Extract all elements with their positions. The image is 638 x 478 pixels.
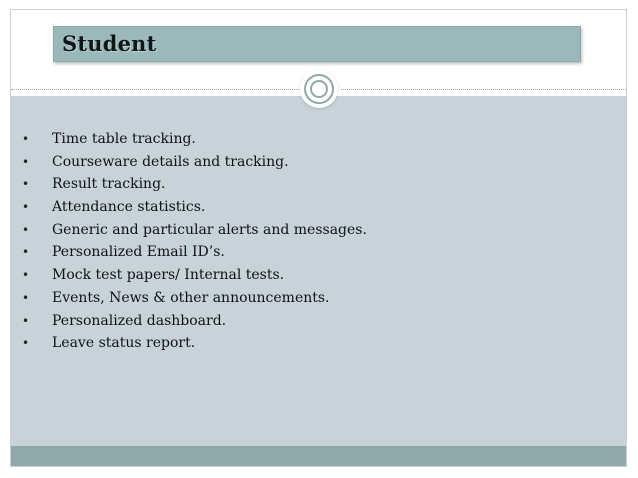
bullet-icon: •: [22, 132, 30, 146]
circle-ornament-inner-ring: [310, 80, 328, 98]
title-bar: [53, 26, 581, 62]
bullet-text: Time table tracking.: [52, 131, 196, 147]
header-divider-right: [341, 89, 627, 90]
bullet-icon: •: [22, 290, 30, 305]
bullet-icon: •: [22, 313, 30, 328]
circle-ornament-outer-ring: [304, 74, 334, 104]
bullet-text: Leave status report.: [52, 335, 196, 352]
bullet-text: Mock test papers/ Internal tests.: [52, 267, 285, 284]
bullet-icon: •: [22, 177, 30, 192]
circle-ornament-icon: [300, 70, 338, 108]
bullet-text: Personalized Email ID’s.: [52, 244, 225, 261]
slide-title: Student: [62, 31, 157, 56]
bullet-text: Result tracking.: [52, 176, 166, 193]
bullet-icon: •: [22, 336, 30, 351]
bullet-icon: •: [22, 268, 30, 283]
bullet-icon: •: [22, 200, 30, 215]
bullet-text: Personalized dashboard.: [52, 312, 227, 329]
bullet-text: Generic and particular alerts and messages.: [52, 221, 367, 238]
bullet-text: Courseware details and tracking.: [52, 153, 289, 170]
bullet-text: Events, News & other announcements.: [52, 289, 330, 306]
bullet-icon: •: [22, 222, 30, 237]
bullet-icon: •: [22, 154, 30, 169]
bullet-text: Attendance statistics.: [52, 199, 206, 216]
bullet-icon: •: [22, 245, 30, 260]
footer-band: [11, 446, 626, 467]
header-divider-left: [11, 89, 301, 90]
